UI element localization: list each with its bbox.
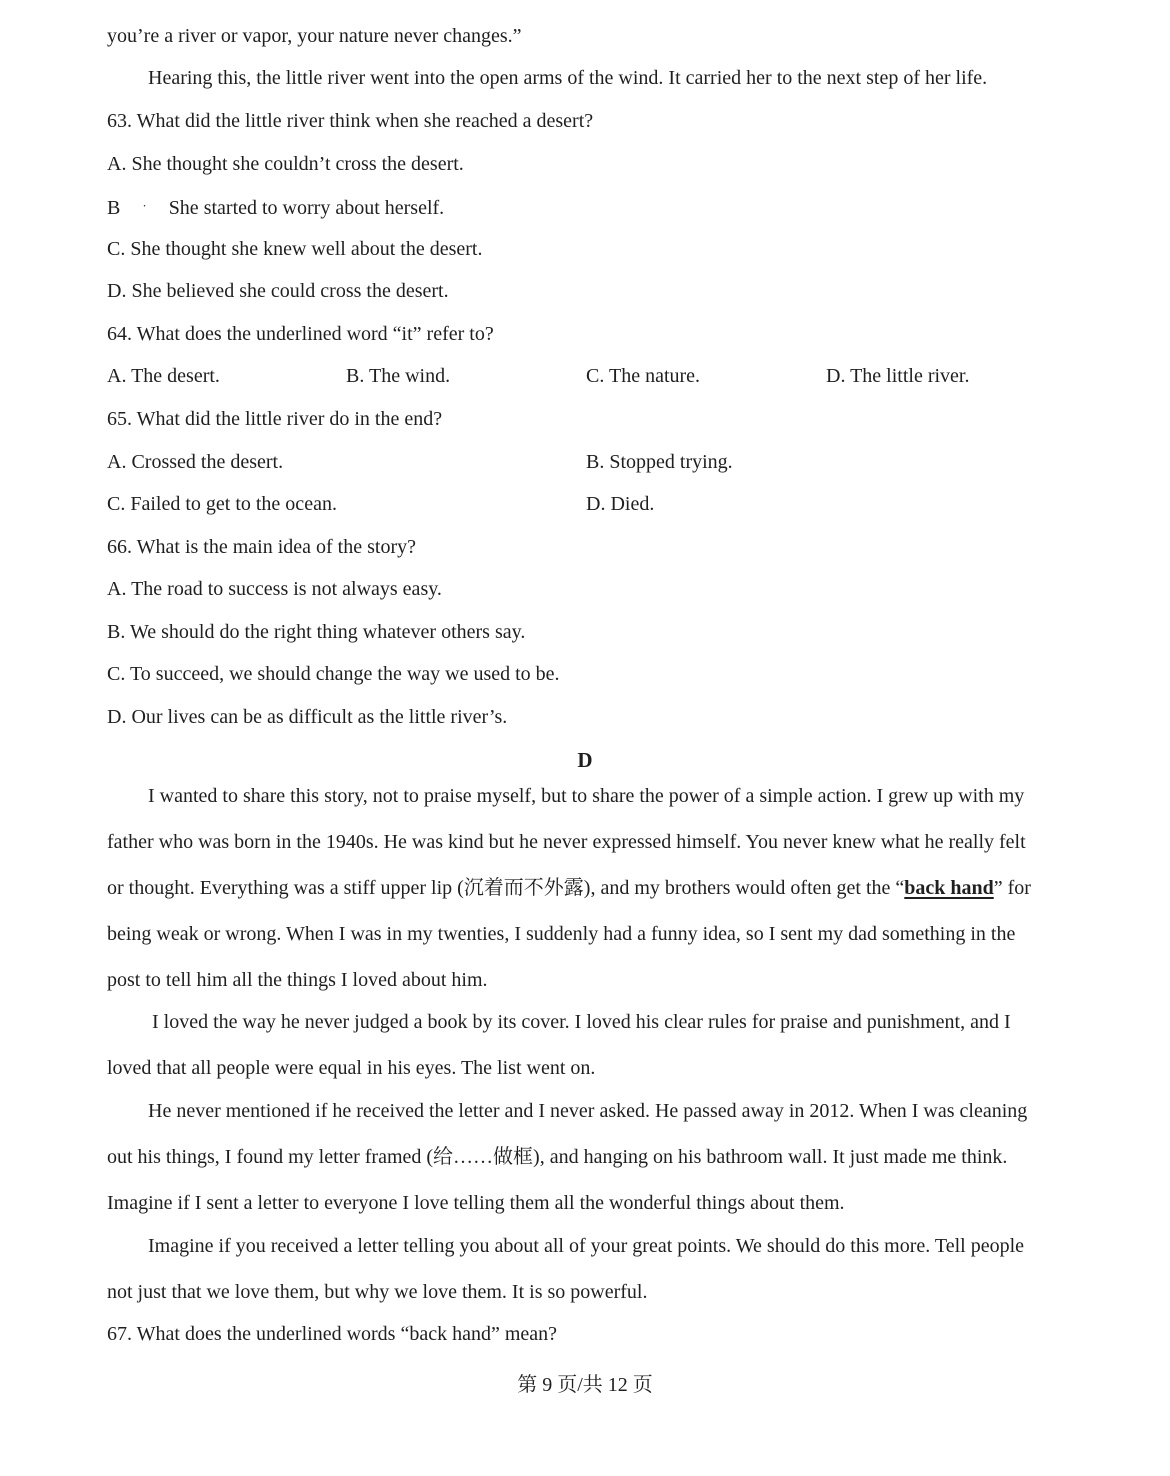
question-64-stem: 64. What does the underlined word “it” refer to?	[107, 323, 494, 345]
question-63-option-c: C. She thought she knew well about the desert.	[107, 238, 483, 260]
passage-d-p1-line3	[107, 875, 1031, 901]
passage-c-closing-line: you’re a river or vapor, your nature never changes.”	[107, 25, 522, 47]
question-66-option-c: C. To succeed, we should change the way we used to be.	[107, 663, 560, 685]
page-number-footer: 第 9 页/共 12 页	[517, 1374, 653, 1396]
question-66-option-b: B. We should do the right thing whatever others say.	[107, 621, 526, 643]
underlined-back-hand: back hand	[904, 877, 994, 899]
passage-d-p1-line4: being weak or wrong. When I was in my twenties, I suddenly had a funny idea, so I sent my dad something in the	[107, 923, 1016, 945]
question-64-option-a: A. The desert.	[107, 365, 220, 387]
question-63-option-b	[107, 193, 444, 221]
option-b-letter: B	[107, 197, 121, 219]
question-65-option-d: D. Died.	[586, 493, 655, 515]
passage-d-p1-line1: I wanted to share this story, not to praise myself, but to share the power of a simple action. I grew up with my	[148, 785, 1025, 807]
question-63-option-d: D. She believed she could cross the desert.	[107, 280, 449, 302]
passage-d-p3-line3: Imagine if I sent a letter to everyone I love telling them all the wonderful things about them.	[107, 1192, 845, 1214]
question-65-option-b: B. Stopped trying.	[586, 451, 733, 473]
question-63-stem: 63. What did the little river think when she reached a desert?	[107, 110, 594, 132]
passage-c-final-paragraph: Hearing this, the little river went into the open arms of the wind. It carried her to the next step of her life.	[148, 67, 988, 89]
passage-d-p1-line2: father who was born in the 1940s. He was kind but he never expressed himself. You never knew what he really felt	[107, 831, 1026, 853]
passage-d-p2-line1: I loved the way he never judged a book by its cover. I loved his clear rules for praise and punishment, and I	[152, 1011, 1011, 1033]
passage-d-p4-line1: Imagine if you received a letter telling you about all of your great points. We should do this more. Tell people	[148, 1235, 1025, 1257]
question-65-option-c: C. Failed to get to the ocean.	[107, 493, 337, 515]
passage-d-p1-line3-end: ” for	[993, 877, 1031, 899]
passage-d-p3-line2: out his things, I found my letter framed (给……做框), and hanging on his bathroom wall. It just made me think.	[107, 1146, 1008, 1168]
question-66-option-d: D. Our lives can be as difficult as the little river’s.	[107, 706, 508, 728]
question-65-stem: 65. What did the little river do in the end?	[107, 408, 443, 430]
passage-d-p3-line1: He never mentioned if he received the letter and I never asked. He passed away in 2012. When I was cleaning	[148, 1100, 1028, 1122]
question-64-option-d: D. The little river.	[826, 365, 970, 387]
option-b-mark: ·	[142, 198, 147, 213]
passage-d-p2-line2: loved that all people were equal in his eyes. The list went on.	[107, 1057, 596, 1079]
question-65-option-a: A. Crossed the desert.	[107, 451, 284, 473]
question-64-option-c: C. The nature.	[586, 365, 701, 387]
section-d-heading: D	[577, 748, 593, 772]
passage-d-p4-line2: not just that we love them, but why we love them. It is so powerful.	[107, 1281, 648, 1303]
question-67-stem: 67. What does the underlined words “back hand” mean?	[107, 1323, 558, 1345]
passage-d-p1-line5: post to tell him all the things I loved about him.	[107, 969, 488, 991]
question-64-option-b: B. The wind.	[346, 365, 451, 387]
question-66-option-a: A. The road to success is not always easy.	[107, 578, 442, 600]
passage-d-p1-line3-start: or thought. Everything was a stiff upper lip (沉着而不外露), and my brothers would often get the “	[107, 877, 905, 899]
question-63-option-a: A. She thought she couldn’t cross the desert.	[107, 153, 464, 175]
question-66-stem: 66. What is the main idea of the story?	[107, 536, 416, 558]
option-b-text: She started to worry about herself.	[168, 197, 445, 219]
